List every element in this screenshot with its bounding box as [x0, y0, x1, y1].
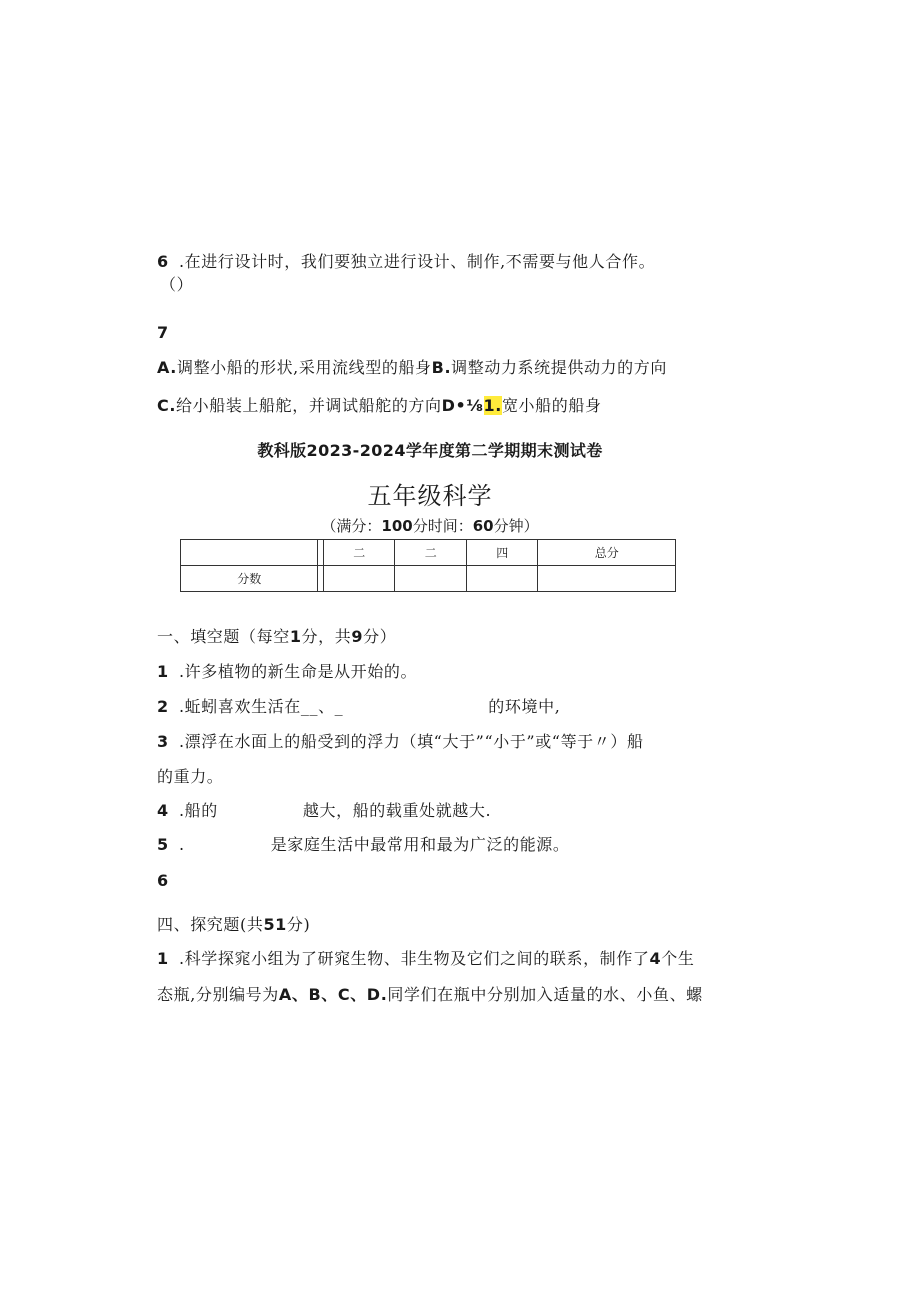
question-6: [157, 251, 655, 273]
s1-question-5: [157, 834, 570, 856]
s4-question-1-line2: [157, 984, 703, 1006]
section-title-text: 分): [286, 915, 311, 934]
table-header-cell: 二: [395, 540, 467, 566]
exam-title: 教科版2023-2024学年度第二学期期末测试卷: [257, 441, 603, 460]
s4-question-1: [157, 948, 694, 970]
s1-question-4: [157, 800, 491, 822]
section-title-text: 四、探究题(共: [157, 915, 264, 934]
s1-question-6: [157, 870, 179, 892]
s1-question-3-line2: 的重力。: [157, 767, 224, 786]
question-number: 1: [157, 949, 169, 968]
options-cd: [157, 395, 602, 417]
highlighted-text: 1.: [483, 396, 502, 415]
table-header-cell: 四: [466, 540, 538, 566]
points-total: 9: [351, 627, 364, 646]
question-7: [157, 322, 179, 344]
option-d-text: 宽小船的船身: [501, 396, 602, 415]
option-d-label: D•⅛: [441, 396, 484, 415]
question-text: 态瓶,分别编号为: [157, 985, 279, 1004]
s1-question-3: [157, 731, 644, 753]
exam-info-label: 分钟）: [493, 517, 539, 535]
question-number: 4: [157, 801, 169, 820]
option-a-text: 调整小船的形状,采用流线型的船身: [176, 358, 432, 377]
table-header-cell: [181, 540, 318, 566]
score-cell[interactable]: [395, 566, 467, 592]
full-score: 100: [381, 517, 413, 535]
question-number: 3: [157, 732, 169, 751]
section-1-title: [157, 626, 396, 648]
question-text: 越大，船的载重处就越大.: [302, 801, 492, 820]
question-text: 的环境中,: [488, 697, 561, 716]
option-b-text: 调整动力系统提供动力的方向: [451, 358, 667, 377]
score-table: [180, 539, 676, 592]
option-c-label: C.: [157, 396, 177, 415]
question-text: .在进行设计时，我们要独立进行设计、制作,不需要与他人合作。: [179, 252, 656, 271]
question-number: 6: [157, 252, 169, 271]
table-header-cell: 二: [323, 540, 395, 566]
table-header-row: [181, 540, 676, 566]
question-number: 6: [157, 871, 169, 890]
time-limit: 60: [472, 517, 494, 535]
section-title-text: 分）: [363, 627, 397, 646]
option-c-text: 给小船装上船舵，并调试船舵的方向: [176, 396, 442, 415]
s1-question-2: [157, 696, 560, 718]
score-cell[interactable]: [466, 566, 538, 592]
option-a-label: A.: [157, 358, 177, 377]
question-text: .漂浮在水面上的船受到的浮力（填“大于”“小于”或“等于〃）船: [179, 732, 644, 751]
options-ab: [157, 357, 667, 379]
question-number: 2: [157, 697, 169, 716]
option-b-label: B.: [431, 358, 452, 377]
exam-info-label: （满分：: [321, 517, 382, 535]
question-number: 5: [157, 835, 169, 854]
score-cell[interactable]: [323, 566, 395, 592]
exam-subtitle: 五年级科学: [367, 482, 493, 510]
score-cell[interactable]: [538, 566, 676, 592]
table-header-cell: 总分: [538, 540, 676, 566]
row-label: 分数: [181, 566, 318, 592]
points-total: 51: [263, 915, 287, 934]
jar-count: 4: [649, 949, 662, 968]
section-title-text: 分，共: [301, 627, 352, 646]
question-text: .科学探窕小组为了研窕生物、非生物及它们之间的联系，制作了: [179, 949, 650, 968]
points-each: 1: [289, 627, 302, 646]
question-text: 同学们在瓶中分别加入适量的水、小鱼、螺: [387, 985, 703, 1004]
jar-labels: A、B、C、D.: [278, 985, 388, 1004]
question-text: 是家庭生活中最常用和最为广泛的能源。: [270, 835, 570, 854]
question-text: 个生: [661, 949, 695, 968]
question-number: 7: [157, 323, 169, 342]
section-title-text: 一、填空题（每空: [157, 627, 290, 646]
section-4-title: [157, 914, 310, 936]
answer-parentheses: （）: [160, 275, 194, 294]
question-text: .船的: [179, 801, 218, 820]
question-text: .许多植物的新生命是从开始的。: [179, 662, 418, 681]
exam-info-label: 分时间：: [412, 517, 473, 535]
question-number: 1: [157, 662, 169, 681]
table-row: [181, 566, 676, 592]
exam-info: [0, 515, 920, 536]
question-text: .: [179, 835, 185, 854]
question-text: .蚯蚓喜欢生活在__、_: [179, 697, 344, 716]
s1-question-1: [157, 661, 417, 683]
